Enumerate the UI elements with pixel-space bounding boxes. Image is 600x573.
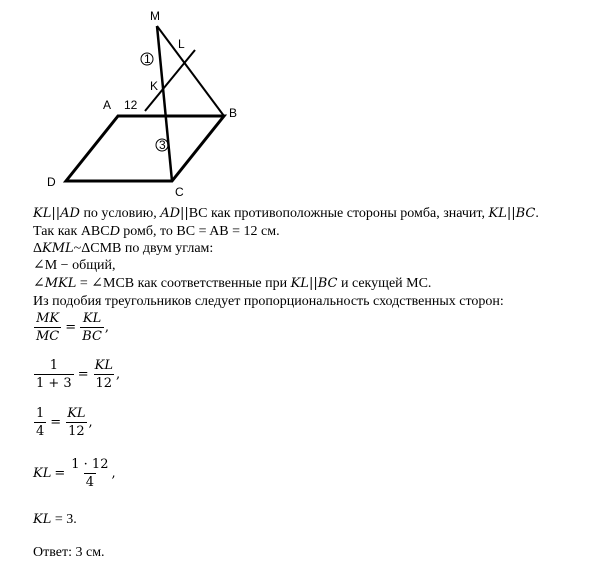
rhombus-abcd: [66, 116, 224, 181]
label-m: M: [150, 9, 160, 23]
segment-mc: [157, 26, 172, 181]
label-length-12: 12: [124, 98, 138, 112]
equation-5: KL = 3.: [33, 512, 77, 527]
answer-line: Ответ: 3 см.: [33, 545, 105, 560]
solution-line-6: Из подобия треугольников следует пропорциональность сходственных сторон:: [33, 294, 504, 309]
label-c: C: [175, 185, 184, 199]
solution-line-3: ΔKML~ΔCMB по двум углам:: [33, 241, 214, 256]
solution-line-2: Так как ABCD ромб, то BC = AB = 12 см.: [33, 224, 280, 239]
segment-mb: [157, 26, 224, 116]
label-a: A: [103, 98, 112, 112]
circle-3-text: 3: [159, 138, 166, 152]
circle-1-text: 1: [144, 52, 151, 66]
geometry-figure: [0, 0, 600, 200]
equation-3: $\frac{1}{4}$ = $\frac{KL}{12}$ ,: [36, 406, 93, 439]
equation-4: KL = $\frac{1 \cdot 12}{4}$ ,: [33, 457, 116, 490]
solution-line-1: KL||AD по условию, AD||BC как противоположные стороны ромба, значит, KL||BC.: [33, 206, 539, 221]
equation-1: $\frac{MK}{MC}$ = $\frac{KL}{BC}$ ,: [36, 311, 110, 344]
label-l: L: [178, 37, 185, 51]
label-d: D: [47, 175, 56, 189]
equation-2: $\frac{1}{1 + 3}$ = $\frac{KL}{12}$ ,: [36, 358, 121, 391]
solution-line-5: ∠MKL = ∠MCB как соответственные при KL||BC и секущей MC.: [33, 276, 432, 291]
label-k: K: [150, 79, 159, 93]
label-b: B: [229, 106, 238, 120]
solution-line-4: ∠M − общий,: [33, 258, 116, 273]
